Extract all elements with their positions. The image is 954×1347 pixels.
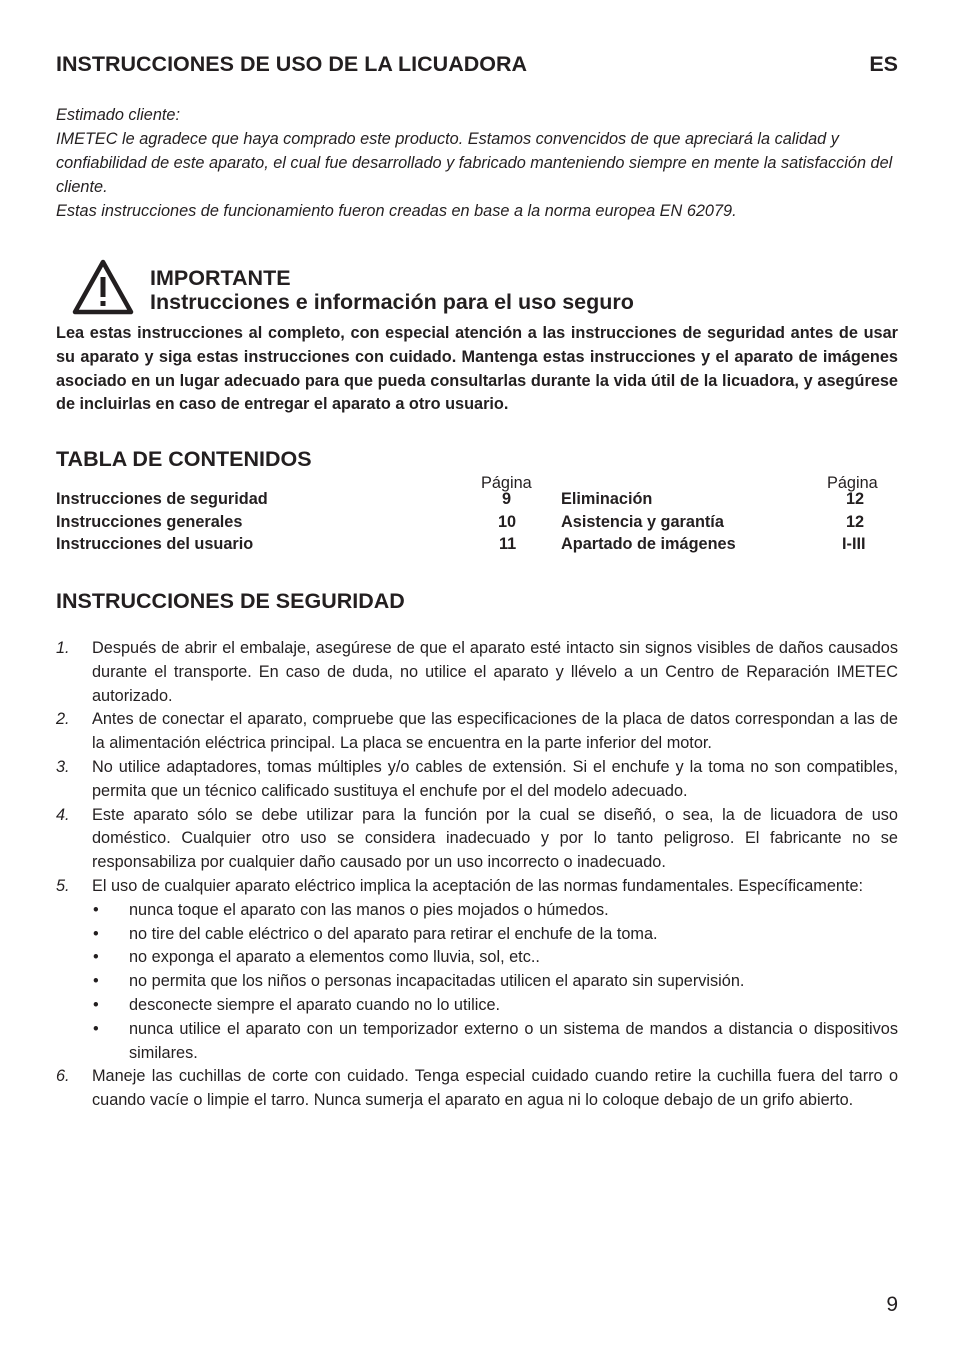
item-number: 3. xyxy=(56,757,70,776)
item-number: 6. xyxy=(56,1067,70,1086)
safety-list xyxy=(56,637,898,1113)
bullet-item xyxy=(56,970,898,994)
bullet-icon: • xyxy=(93,1019,99,1038)
item-number: 5. xyxy=(56,876,70,895)
item-number: 2. xyxy=(56,710,70,729)
intro-norm: Estas instrucciones de funcionamiento fueron creadas en base a la norma europea EN 62079. xyxy=(56,202,737,220)
list-item xyxy=(56,875,898,899)
toc-entry-label: Eliminación xyxy=(561,490,653,508)
item-text: El uso de cualquier aparato eléctrico implica la aceptación de las normas fundamentales. Específicamente: xyxy=(92,876,864,895)
bullet-text: nunca toque el aparato con las manos o pies mojados o húmedos. xyxy=(129,900,609,919)
toc-title: TABLA DE CONTENIDOS xyxy=(56,447,312,471)
toc-entry-label: Apartado de imágenes xyxy=(561,535,736,553)
toc-entry-page: 12 xyxy=(846,513,865,531)
toc-page-header-left: Página xyxy=(481,474,532,492)
bullet-icon: • xyxy=(93,972,99,991)
toc-entry-label: Instrucciones del usuario xyxy=(56,535,254,553)
bullet-icon: • xyxy=(93,900,99,919)
item-number: 4. xyxy=(56,805,70,824)
toc-entry-label: Instrucciones de seguridad xyxy=(56,490,268,508)
toc-entry-page: 11 xyxy=(499,535,517,553)
item-text: Después de abrir el embalaje, asegúrese de que el aparato esté intacto sin signos visibles de daños causados durante el transporte. En caso de duda, no utilice el aparato y llévelo a un Centro de Reparación IMETEC autorizado. xyxy=(92,639,898,705)
important-title: IMPORTANTE xyxy=(150,266,291,290)
language-code: ES xyxy=(869,52,898,76)
item-text: Antes de conectar el aparato, compruebe que las especificaciones de la placa de datos correspondan a las de la alimentación eléctrica principal. La placa se encuentra en la parte inferior del motor. xyxy=(92,710,898,753)
list-item xyxy=(56,804,898,875)
bullet-text: no exponga el aparato a elementos como lluvia, sol, etc.. xyxy=(129,948,540,967)
bullet-item xyxy=(56,1018,898,1066)
page-header xyxy=(56,52,898,77)
bullet-item xyxy=(56,923,898,947)
bullet-text: nunca utilice el aparato con un temporizador externo o un sistema de mandos a distancia o dispositivos similares. xyxy=(129,1019,898,1062)
intro-greeting: Estimado cliente: xyxy=(56,106,180,124)
safety-section-title: INSTRUCCIONES DE SEGURIDAD xyxy=(56,589,405,613)
bullet-icon: • xyxy=(93,995,99,1014)
toc-row xyxy=(56,535,898,558)
bullet-text: desconecte siempre el aparato cuando no lo utilice. xyxy=(129,995,501,1014)
important-heading xyxy=(150,266,634,314)
toc-page-header-right: Página xyxy=(827,474,878,492)
important-subtitle: Instrucciones e información para el uso seguro xyxy=(150,290,634,314)
bullet-item xyxy=(56,946,898,970)
list-item xyxy=(56,637,898,708)
list-item xyxy=(56,1065,898,1113)
intro-thanks: IMETEC le agradece que haya comprado este producto. Estamos convencidos de que apreciará la calidad y confiabilidad de este aparato, el cual fue desarrollado y fabricado manteniendo siempre en mente la satisfacción del cliente. xyxy=(56,130,893,196)
bullet-icon: • xyxy=(93,948,99,967)
toc-entry-page: 12 xyxy=(846,490,865,508)
item-text: Maneje las cuchillas de corte con cuidado. Tenga especial cuidado cuando retire la cuchilla fuera del tarro o cuando vacíe o limpie el tarro. Nunca sumerja el aparato en agua ni lo coloque debajo de un grifo abierto. xyxy=(92,1067,898,1110)
bullet-text: no permita que los niños o personas incapacitadas utilicen el aparato sin supervisión. xyxy=(129,972,745,991)
list-item xyxy=(56,756,898,804)
toc-row xyxy=(56,513,898,536)
item-number: 1. xyxy=(56,639,70,657)
toc-entry-page: 10 xyxy=(498,513,517,531)
list-item xyxy=(56,708,898,756)
bullet-item xyxy=(56,994,898,1018)
page-number: 9 xyxy=(886,1293,898,1316)
toc-entry-label: Instrucciones generales xyxy=(56,513,243,531)
page-title: INSTRUCCIONES DE USO DE LA LICUADORA xyxy=(56,52,528,76)
warning-triangle-icon xyxy=(72,259,134,315)
toc-entry-label: Asistencia y garantía xyxy=(561,513,724,531)
important-text: Lea estas instrucciones al completo, con especial atención a las instrucciones de seguridad antes de usar su aparato y siga estas instrucciones con cuidado. Mantenga estas instrucciones y el aparato de imágenes asociado en un lugar adecuado para que pueda consultarlas durante la vida útil de la licuadora, y asegúrese de incluirlas en caso de entregar el aparato a otro usuario. xyxy=(56,324,898,414)
toc-row xyxy=(56,490,898,513)
item-text: No utilice adaptadores, tomas múltiples y/o cables de extensión. Si el enchufe y la toma no son compatibles, permita que un técnico calificado sustituya el enchufe por el del modelo adecuado. xyxy=(92,757,898,800)
intro-text xyxy=(56,103,898,223)
item-text: Este aparato sólo se debe utilizar para la función por la cual se diseñó, o sea, la de licuadora de uso doméstico. Cualquier otro uso se considera inadecuado y por lo tanto peligroso. El fabricante no se responsabiliza por cualquier daño causado por un uso incorrecto o inadecuado. xyxy=(92,805,898,872)
bullet-text: no tire del cable eléctrico o del aparato para retirar el enchufe de la toma. xyxy=(129,924,658,943)
toc-entry-page: I-III xyxy=(842,535,866,553)
bullet-icon: • xyxy=(93,924,99,943)
bullet-item xyxy=(56,899,898,923)
toc-entry-page: 9 xyxy=(502,490,512,508)
